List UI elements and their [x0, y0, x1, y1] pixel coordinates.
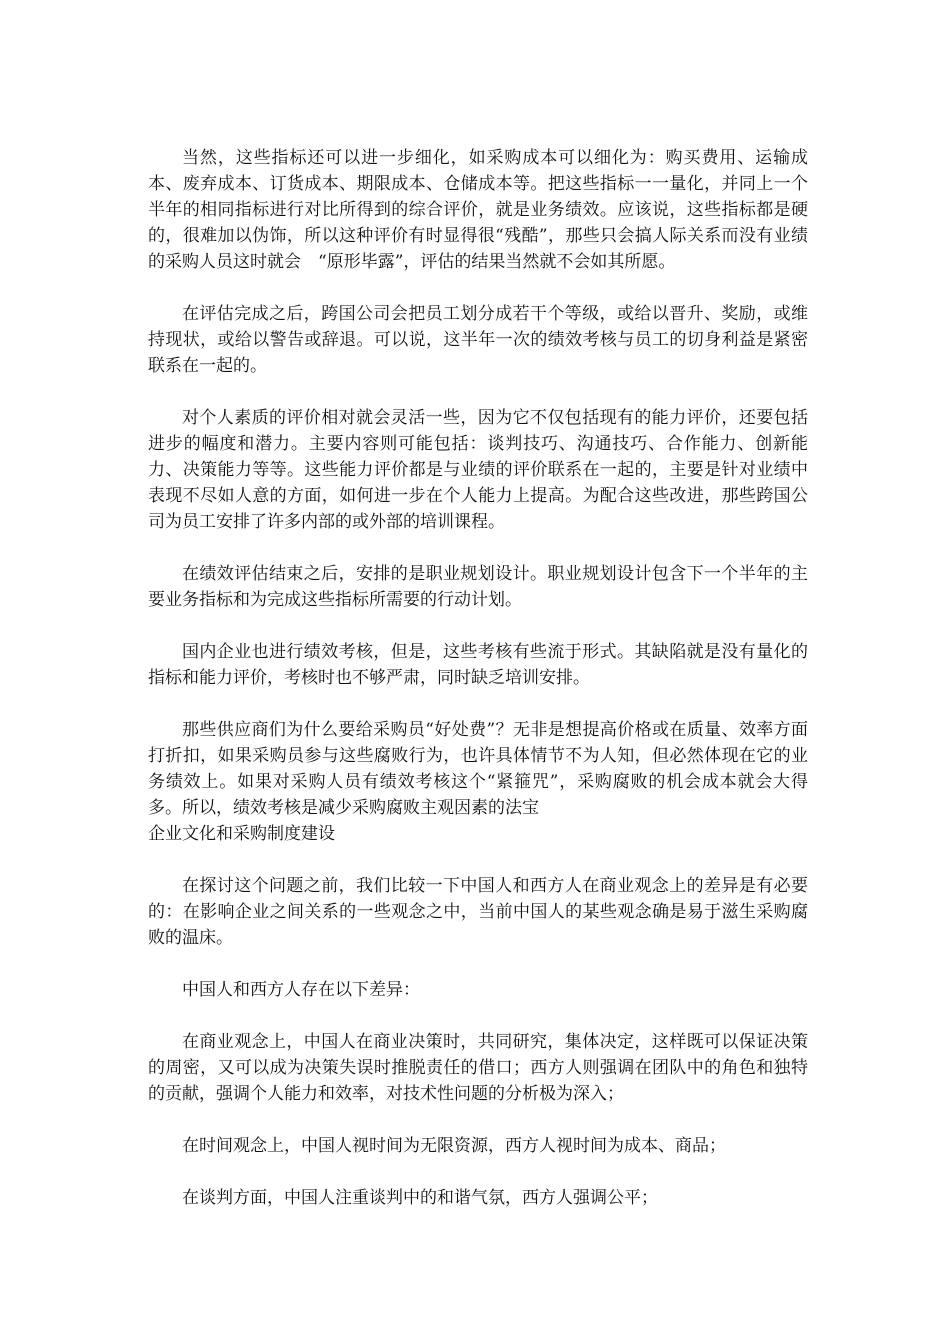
paragraph-domestic-enterprises: 国内企业也进行绩效考核，但是，这些考核有些流于形式。其缺陷就是没有量化的指标和能力评价，考核时也不够严肃，同时缺乏培训安排。	[148, 642, 808, 688]
paragraph-indicator-refinement: 当然，这些指标还可以进一步细化，如采购成本可以细化为：购买费用、运输成本、废弃成本、订货成本、期限成本、仓储成本等。把这些指标一一量化，并同上一个半年的相同指标进行对比所得到的综合评价，就是业务绩效。应该说，这些指标都是硬的，很难加以伪饰，所以这种评价有时显得很“残酷”，那些只会搞人际关系而没有业绩的采购人员这时就会 “原形毕露”，评估的结果当然就不会如其所愿。	[148, 148, 808, 272]
paragraph-negotiation: 在谈判方面，中国人注重谈判中的和谐气氛，西方人强调公平；	[182, 1188, 658, 1208]
paragraph-personal-quality: 对个人素质的评价相对就会灵活一些，因为它不仅包括现有的能力评价，还要包括进步的幅度和潜力。主要内容则可能包括：谈判技巧、沟通技巧、合作能力、创新能力、决策能力等等。这些能力评价都是与业绩的评价联系在一起的，主要是针对业绩中表现不尽如人意的方面，如何进一步在个人能力上提高。为配合这些改进，那些跨国公司为员工安排了许多内部的或外部的培训课程。	[148, 408, 808, 532]
paragraph-career-planning: 在绩效评估结束之后，安排的是职业规划设计。职业规划设计包含下一个半年的主要业务指标和为完成这些指标所需要的行动计划。	[148, 564, 808, 610]
paragraph-cultural-comparison: 在探讨这个问题之前，我们比较一下中国人和西方人在商业观念上的差异是有必要的：在影响企业之间关系的一些观念之中，当前中国人的某些观念确是易于滋生采购腐败的温床。	[148, 876, 808, 948]
paragraph-time-concept: 在时间观念上，中国人视时间为无限资源，西方人视时间为成本、商品；	[182, 1136, 726, 1156]
paragraph-evaluation-grading: 在评估完成之后，跨国公司会把员工划分成若干个等级，或给以晋升、奖励，或维持现状，或给以警告或辞退。可以说，这半年一次的绩效考核与员工的切身利益是紧密联系在一起的。	[148, 304, 808, 376]
paragraph-supplier-kickbacks: 那些供应商们为什么要给采购员“好处费”？无非是想提高价格或在质量、效率方面打折扣，如果采购员参与这些腐败行为，也许具体情节不为人知，但必然体现在它的业务绩效上。如果对采购人员有绩效考核这个“紧箍咒”，采购腐败的机会成本就会大得多。所以，绩效考核是减少采购腐败主观因素的法宝	[148, 720, 808, 818]
paragraph-business-concept: 在商业观念上，中国人在商业决策时，共同研究，集体决定，这样既可以保证决策的周密，又可以成为决策失误时推脱责任的借口；西方人则强调在团队中的角色和独特的贡献，强调个人能力和效率，对技术性问题的分析极为深入；	[148, 1032, 808, 1104]
section-heading: 企业文化和采购制度建设	[148, 824, 335, 844]
document-body	[148, 145, 808, 1237]
paragraph-differences-intro: 中国人和西方人存在以下差异：	[182, 980, 420, 1000]
